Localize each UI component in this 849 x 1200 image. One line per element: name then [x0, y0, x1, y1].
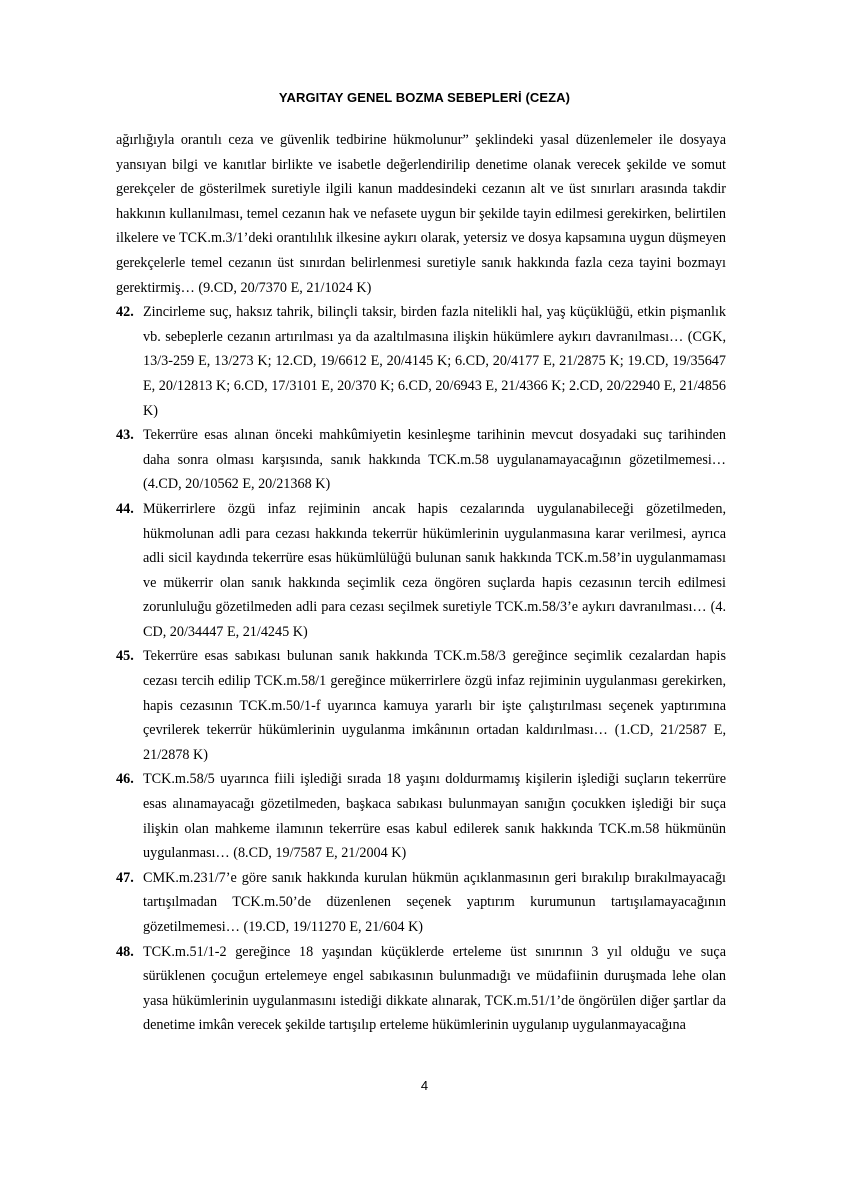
- item-number: 48.: [116, 943, 134, 960]
- intro-paragraph: ağırlığıyla orantılı ceza ve güvenlik tedbirine hükmolunur” şeklindeki yasal düzenlemeler ile dosyaya yansıyan bilgi ve kanıtlar birlikte ve isabetle değerlendirilip denetime olanak verecek şekilde ve somut gerekçeler de gösterilmek suretiyle ilgili kanun maddesindeki cezanın alt ve üst sınırları arasında takdir hakkının kullanılması, temel cezanın hak ve nefasete uygun bir şekilde tayin edilmesi gerekirken, belirtilen ilkelere ve TCK.m.3/1’deki orantılılık ilkesine aykırı olarak, yetersiz ve dosya kapsamına uygun düşmeyen gerekçelerle temel cezanın üst sınırdan belirlenmesi suretiyle sanık hakkında fazla ceza tayini bozmayı gerektirmiş… (9.CD, 20/7370 E, 21/1024 K): [116, 132, 726, 296]
- list-item: [116, 644, 726, 767]
- item-text: TCK.m.58/5 uyarınca fiili işlediği sırada 18 yaşını doldurmamış kişilerin işlediği suçların tekerrüre esas alınamayacağı gözetilmeden, başkaca sabıkası bulunmayan sanığın çocukken işlediği bir suça ilişkin olan mahkeme ilamının tekerrüre esas kabul edilerek sanık hakkında TCK.m.58 hükmünün uygulanması… (8.CD, 19/7587 E, 21/2004 K): [143, 771, 726, 862]
- list-item: [116, 497, 726, 645]
- item-number: 44.: [116, 500, 134, 517]
- item-number: 42.: [116, 304, 134, 321]
- item-text: Tekerrüre esas alınan önceki mahkûmiyetin kesinleşme tarihinin mevcut dosyadaki suç tarihinden daha sonra olması karşısında, sanık hakkında TCK.m.58 uygulanamayacağının gözetilmemesi… (4.CD, 20/10562 E, 20/21368 K): [143, 427, 726, 493]
- list-item: [116, 767, 726, 865]
- item-number: 46.: [116, 771, 134, 788]
- list-item: [116, 866, 726, 940]
- item-text: Tekerrüre esas sabıkası bulunan sanık hakkında TCK.m.58/3 gereğince seçimlik cezalardan hapis cezası tercih edilip TCK.m.58/1 gereğince mükerrirlere özgü infaz rejiminin uygulanması gerekirken, hapis cezasının TCK.m.50/1-f uyarınca kamuya yararlı bir işte çalıştırılması seçenek yaptırımına çevrilerek tekerrür hükümlerinin uygulanma imkânının ortadan kaldırılması… (1.CD, 21/2587 E, 21/2878 K): [143, 648, 726, 763]
- item-number: 47.: [116, 869, 134, 886]
- page-header-title: YARGITAY GENEL BOZMA SEBEPLERİ (CEZA): [278, 90, 571, 105]
- page-content: [116, 128, 726, 1038]
- item-text: CMK.m.231/7’e göre sanık hakkında kurulan hükmün açıklanmasının geri bırakılıp bırakılmayacağı tartışılmadan TCK.m.50’de düzenlenen seçenek yaptırım kurumunun tartışılamayacağının gözetilmemesi… (19.CD, 19/11270 E, 21/604 K): [143, 869, 726, 935]
- page-number: 4: [420, 1078, 429, 1093]
- item-text: Mükerrirlere özgü infaz rejiminin ancak hapis cezalarında uygulanabileceği gözetilmeden, hükmolunan adli para cezası hakkında tekerrür hükümlerinin uygulanmasına karar verilmesi, ayrıca adli sicil kaydında tekerrüre esas hükümlülüğü bulunan sanık hakkında TCK.m.58’in uygulanmaması ve mükerrir olan sanık hakkında seçimlik ceza öngören suçlarda hapis cezasının tercih edilmesi zorunluluğu gözetilmeden adli para cezası seçilmek suretiyle TCK.m.58/3’e aykırı davranılması… (4. CD, 20/34447 E, 21/4245 K): [143, 500, 726, 640]
- item-text: TCK.m.51/1-2 gereğince 18 yaşından küçüklerde erteleme üst sınırının 3 yıl olduğu ve suça sürüklenen çocuğun ertelemeye engel sabıkasının bulunmadığı ve müdafiinin duruşmada lehe olan yasa hükümlerinin uygulanmasını istediği dikkate alınarak, TCK.m.51/1’de öngörülen diğer şartlar da denetime imkân verecek şekilde tartışılıp erteleme hükümlerinin uygulanıp uygulanmayacağına: [143, 943, 726, 1034]
- list-item: [116, 940, 726, 1038]
- item-number: 45.: [116, 648, 134, 665]
- item-text: Zincirleme suç, haksız tahrik, bilinçli taksir, birden fazla nitelikli hal, yaş küçüklüğü, etkin pişmanlık vb. sebeplerle cezanın artırılması ya da azaltılmasına ilişkin hükümlere aykırı davranılması… (CGK, 13/3-259 E, 13/273 K; 12.CD, 19/6612 E, 20/4145 K; 6.CD, 20/4177 E, 21/2875 K; 19.CD, 19/35647 E, 20/12813 K; 6.CD, 17/3101 E, 20/370 K; 6.CD, 20/6943 E, 21/4366 K; 2.CD, 20/22940 E, 21/4856 K): [143, 304, 726, 419]
- list-item: [116, 300, 726, 423]
- item-number: 43.: [116, 427, 134, 444]
- list-item: [116, 423, 726, 497]
